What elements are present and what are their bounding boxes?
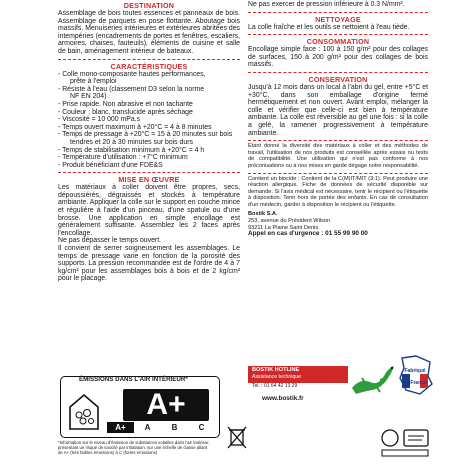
mise-en-oeuvre-title: MISE EN ŒUVRE bbox=[118, 175, 180, 185]
crossed-bin-icon bbox=[226, 424, 248, 450]
emissions-footnote: *Information sur le niveau d'émission de substances volatiles dans l'air intérieur, présentant un risque de toxicité par inhalation, sur une échelle de classe allant de A+ (très faibles émissions) à C (fortes émissions) bbox=[58, 440, 210, 456]
warning-text: Étant donné la diversité des matériaux à coller et des méthodes de travail, l'utilisation de nos produits est conseillée après essais ou tests de compatibilité. Une utilisation qui n'est pas conforme à nos préconisations ou à nos mises en garde dégage notre responsabilité. bbox=[248, 143, 428, 169]
caracteristique-item: tendres et 20 à 30 minutes sur bois durs bbox=[70, 138, 193, 146]
divider bbox=[248, 72, 428, 73]
mise-en-oeuvre-text: Les matériaux à coller doivent être propres, secs, dépoussiérés, dégraissés et stockés à température ambiante. Appliquer la colle sur le support en couche mince et régulière à l'aide d'un pinceau, d'une spatule ou d'une brosse. Une application en simple encollage est généralement suffisante. Assemblez les 2 faces après l'encollage. bbox=[58, 184, 240, 237]
caracteristique-item: NF EN 204) bbox=[70, 93, 107, 101]
caracteristique-item: - Colle mono-composante hautes performances, bbox=[58, 70, 206, 78]
company-name: Bostik S.A. bbox=[248, 211, 278, 218]
emission-grade bbox=[107, 389, 215, 433]
caracteristiques-title: CARACTÉRISTIQUES bbox=[110, 61, 188, 71]
france-flag-icon bbox=[396, 354, 434, 402]
consommation-title: CONSOMMATION bbox=[306, 37, 370, 47]
emission-scale bbox=[107, 422, 215, 433]
consommation-text: Encollage simple face : 100 à 150 g/m² pour des collages de surfaces, 150 à 200 g/m² pour des collages de bois massifs. bbox=[248, 46, 428, 69]
pression-note: Ne pas exercer de pression inférieure à 0.3 N/mm². bbox=[248, 1, 405, 8]
destination-text: Assemblage de bois toutes essences et panneaux de bois. Assemblage de parquets en pose flottante. Aboutage bois massifs. Menuiseries intérieures et extérieures abritées des intempéries (encadrements de portes et fenêtres, escaliers, armoires, chaises, fauteuils), éléments de cuisine et salle de bain, aménagement intérieur de bateaux. bbox=[58, 10, 240, 55]
caracteristique-item: - Produit bénéficiant d'une FDE&S bbox=[58, 161, 163, 169]
caracteristique-item: - Prise rapide. Non abrasive et non tachante bbox=[58, 100, 193, 108]
divider bbox=[248, 173, 428, 174]
caracteristique-item: - Température d'utilisation : +7°C minimum bbox=[58, 154, 188, 162]
scale-a: A bbox=[144, 423, 151, 432]
divider bbox=[248, 12, 428, 13]
emissions-label bbox=[60, 376, 220, 438]
emergency-phone: Appel en cas d'urgence : 01 55 99 90 00 bbox=[248, 230, 368, 238]
caracteristique-item: - Temps de pressage à +20°C = 15 à 20 minutes sur bois bbox=[58, 131, 233, 139]
biocide-text: Contient un biocide : Contient de la C(M)IT/MIT (3:1). Peut produire une réaction allergique. Fiche de données de sécurité disponible sur demande. Si l'avis médical est nécessaire, tenir le récipient ou l'étiquette à disposition. Tenir hors de portée des enfants. En cas de consultation d'un médecin, garder à disposition le récipient ou l'étiquette. bbox=[248, 175, 428, 208]
website-link[interactable]: www.bostik.fr bbox=[262, 395, 304, 402]
caracteristiques-list bbox=[58, 71, 240, 170]
caracteristique-item: - Temps de stabilisation minimum à +20°C = 4 h bbox=[58, 146, 205, 154]
caracteristique-item: - Résiste à l'eau (classement D3 selon la norme bbox=[58, 85, 205, 93]
flag-label-1: Fabriqué bbox=[404, 368, 426, 374]
divider bbox=[248, 140, 428, 141]
nettoyage-title: NETTOYAGE bbox=[315, 14, 361, 24]
right-column bbox=[248, 0, 428, 238]
conservation-title: CONSERVATION bbox=[308, 74, 368, 84]
caracteristique-item: - Viscosité = 10 000 mPa.s bbox=[58, 116, 141, 124]
lizard-icon bbox=[348, 358, 398, 398]
caracteristique-item: - Temps ouvert maximum à +20°C = 4 à 8 minutes bbox=[58, 123, 212, 131]
caracteristique-item: prête à l'emploi bbox=[70, 78, 117, 86]
company-address-line2: 93211 La Plaine Saint Denis bbox=[248, 224, 319, 231]
nettoyage-text: La colle fraîche et les outils se nettoient à l'eau tiède. bbox=[248, 23, 410, 31]
emission-grade-value: A+ bbox=[123, 389, 209, 421]
mise-en-oeuvre-note: Ne pas dépasser le temps ouvert. bbox=[58, 237, 162, 245]
scale-a-plus: A+ bbox=[107, 422, 134, 433]
scale-b: B bbox=[171, 423, 178, 432]
divider bbox=[248, 34, 428, 35]
flag-label-2: en France bbox=[403, 380, 427, 386]
caracteristique-item: - Couleur : blanc, translucide après séchage bbox=[58, 108, 193, 116]
recycling-info-icon bbox=[378, 424, 434, 460]
scale-c: C bbox=[198, 423, 205, 432]
hotline-subtitle: Assistance technique bbox=[252, 374, 302, 380]
divider bbox=[58, 172, 240, 173]
hotline-phone: Tel. : 01 64 42 13 29 bbox=[252, 383, 298, 389]
hotline-title: BOSTIK HOTLINE bbox=[252, 367, 300, 373]
divider bbox=[58, 59, 240, 60]
conservation-text: Jusqu'à 12 mois dans un local à l'abri du gel, entre +5°C et +30°C, dans son emballage d'origine fermé hermétiquement et non ouvert. Avant emploi, mélanger la colle et vérifier que celle-ci est bien à température ambiante. La colle est réversible au gel une fois : si la colle a gelé, la ramener progressivement à température ambiante. bbox=[248, 83, 428, 137]
destination-title: DESTINATION bbox=[123, 1, 175, 10]
emissions-title: ÉMISSIONS DANS L'AIR INTÉRIEUR* bbox=[79, 376, 188, 383]
hotline-banner bbox=[248, 366, 348, 383]
mise-en-oeuvre-text2: Il convient de serrer soigneusement les assemblages. Le temps de pressage varie en fonction de la porosité des supports. La pression recommandée est de l'ordre de 4 à 7 kg/cm² pour les assemblages bois à bois et de 2 kg/cm² pour le placage. bbox=[58, 245, 240, 283]
left-column bbox=[58, 0, 240, 283]
house-icon bbox=[67, 387, 101, 433]
company-address-line1: 253, avenue du Président Wilson bbox=[248, 218, 331, 225]
